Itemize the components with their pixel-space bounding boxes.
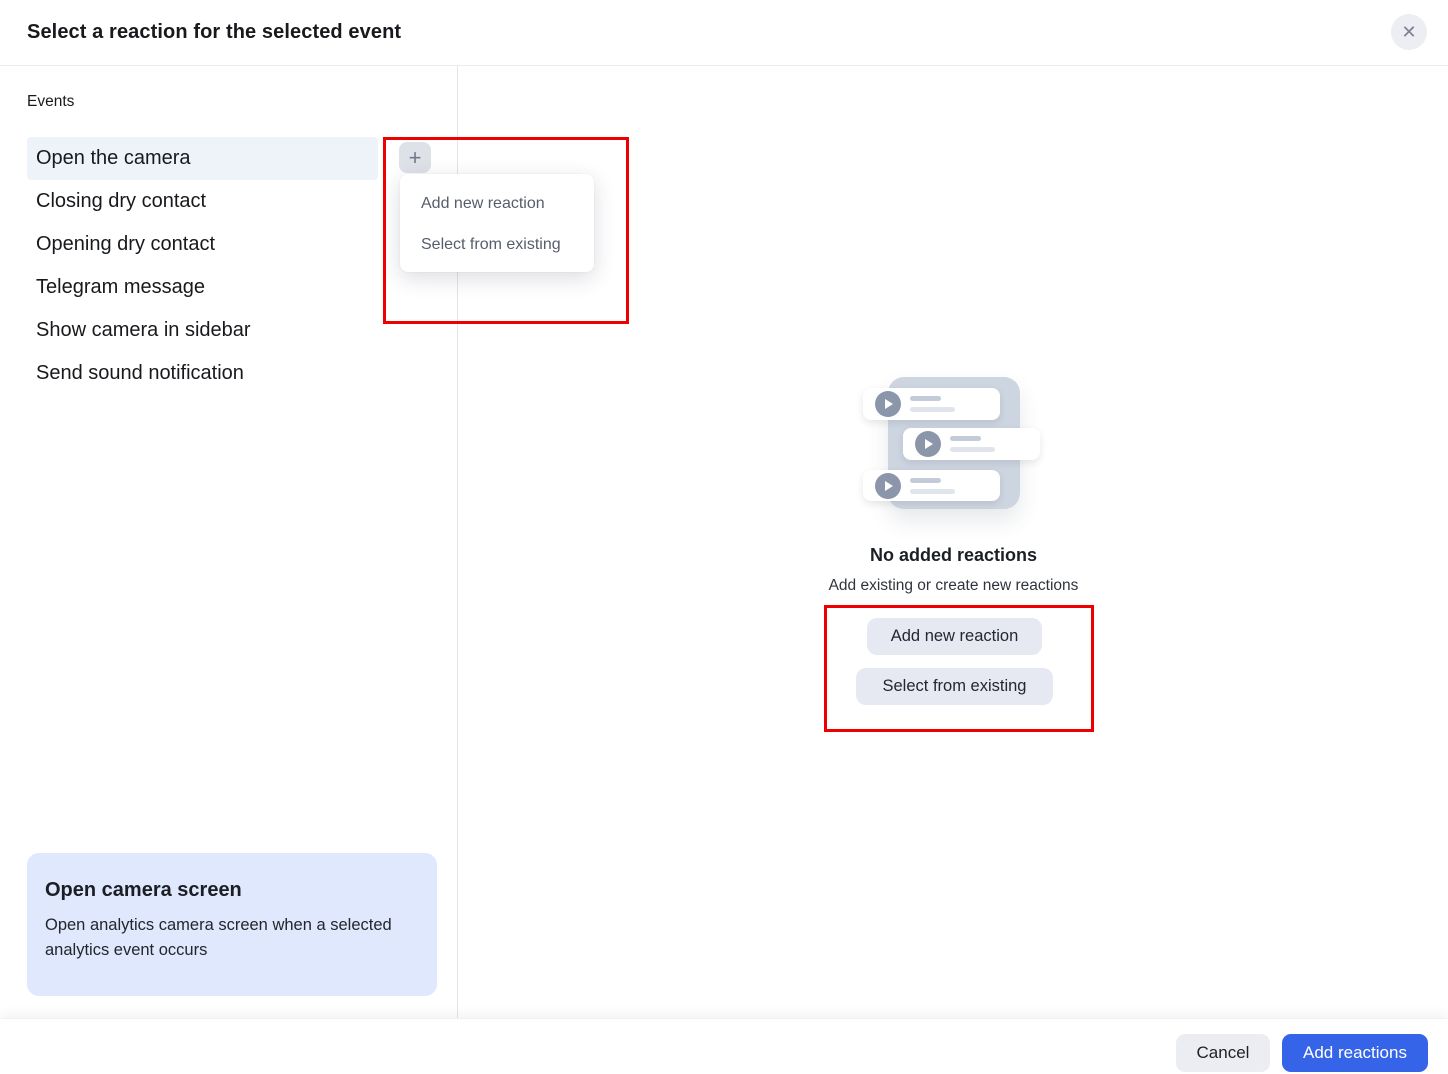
event-item-opening-dry-contact[interactable]: Opening dry contact bbox=[36, 233, 215, 255]
illustration-card bbox=[863, 388, 1000, 420]
add-reactions-button[interactable]: Add reactions bbox=[1282, 1034, 1428, 1072]
empty-state-title: No added reactions bbox=[869, 545, 1038, 565]
modal-footer bbox=[0, 1018, 1448, 1074]
event-item-show-camera-in-sidebar[interactable]: Show camera in sidebar bbox=[36, 319, 251, 341]
modal-title: Select a reaction for the selected event bbox=[27, 21, 402, 43]
cancel-button[interactable]: Cancel bbox=[1176, 1034, 1270, 1072]
events-section-label: Events bbox=[27, 93, 75, 110]
play-icon bbox=[875, 391, 901, 417]
event-item-open-the-camera[interactable]: Open the camera bbox=[27, 137, 378, 180]
menu-item-select-from-existing[interactable]: Select from existing bbox=[421, 235, 561, 253]
empty-state-illustration bbox=[863, 377, 1063, 512]
event-info-description: Open analytics camera screen when a selected analytics event occurs bbox=[45, 916, 392, 960]
reactions-main-area bbox=[459, 66, 1448, 1018]
illustration-card bbox=[903, 428, 1040, 460]
event-list bbox=[27, 137, 378, 395]
play-icon bbox=[915, 431, 941, 457]
event-item-closing-dry-contact[interactable]: Closing dry contact bbox=[36, 190, 207, 212]
play-icon bbox=[875, 473, 901, 499]
illustration-card bbox=[863, 470, 1000, 501]
plus-icon: + bbox=[408, 145, 422, 170]
event-item-telegram-message[interactable]: Telegram message bbox=[36, 276, 205, 298]
event-info-box bbox=[27, 853, 437, 996]
close-icon: ✕ bbox=[1401, 22, 1417, 42]
modal-header bbox=[0, 0, 1448, 66]
events-panel bbox=[0, 66, 458, 1018]
close-button[interactable] bbox=[1391, 14, 1427, 50]
event-item-send-sound-notification[interactable]: Send sound notification bbox=[36, 362, 244, 384]
add-reaction-plus-button[interactable] bbox=[399, 142, 431, 173]
select-from-existing-button[interactable]: Select from existing bbox=[856, 668, 1053, 705]
reaction-context-menu bbox=[400, 174, 594, 272]
event-info-title: Open camera screen bbox=[45, 879, 242, 901]
add-new-reaction-button[interactable]: Add new reaction bbox=[867, 618, 1042, 655]
empty-state-subtitle: Add existing or create new reactions bbox=[828, 577, 1079, 594]
menu-item-add-new-reaction[interactable]: Add new reaction bbox=[421, 194, 545, 212]
